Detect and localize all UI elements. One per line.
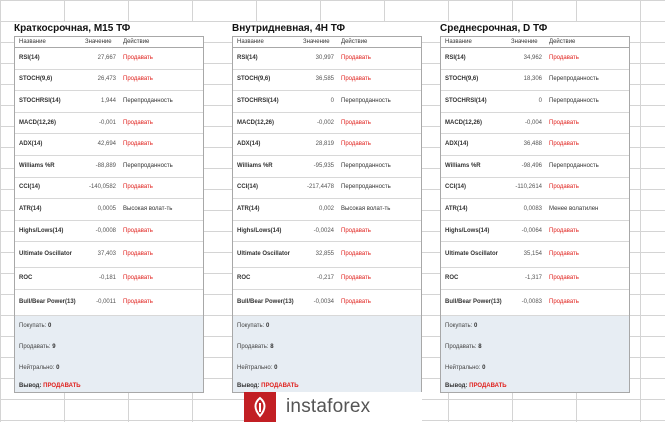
indicator-action: Перепроданность [123,162,173,169]
table-row [233,91,421,113]
header-value: Значение [511,39,538,45]
indicator-value: 0,002 [318,205,334,212]
indicator-value: -0,0024 [313,227,334,234]
indicator-value: -95,935 [313,162,334,169]
indicator-name: RSI(14) [445,54,466,61]
indicator-name: Highs/Lows(14) [445,227,490,234]
indicator-action: Продавать [123,275,153,282]
indicator-value: -0,217 [316,275,334,282]
summary-verdict [445,379,625,393]
indicator-action: Менее волатилен [549,205,599,212]
indicator-name: Bull/Bear Power(13) [237,298,294,305]
table-row [441,113,629,135]
indicator-action: Высокая волат-ть [123,205,173,212]
table-row [441,268,629,290]
header-name: Название [445,39,472,45]
indicator-value: -217,4478 [306,184,334,191]
indicator-action: Продавать [341,275,371,282]
indicator-table [440,36,630,393]
summary-sell-label: Продавать: [237,343,269,350]
summary-sell [19,337,199,358]
verdict-value: ПРОДАВАТЬ [469,382,507,389]
summary-buy [19,316,199,337]
table-row [15,156,203,178]
indicator-value: -0,0064 [521,227,542,234]
indicator-value: 42,694 [97,141,116,148]
indicator-name: STOCHRSI(14) [19,97,61,104]
indicator-action: Продавать [341,298,371,305]
indicator-name: CCI(14) [19,184,41,191]
indicator-value: -88,889 [95,162,116,169]
indicator-value: -0,181 [98,275,116,282]
indicator-name: ATR(14) [237,205,260,212]
indicator-name: STOCHRSI(14) [237,97,279,104]
summary-sell [445,337,625,358]
indicator-action: Продавать [341,119,371,126]
indicator-value: 28,819 [315,141,334,148]
indicator-value: 36,488 [523,141,542,148]
table-row [233,268,421,290]
indicator-action: Продавать [341,141,371,148]
table-row [15,221,203,243]
table-row [441,199,629,221]
indicator-name: ADX(14) [445,141,469,148]
summary-neutral-count: 0 [56,364,60,371]
indicator-action: Продавать [123,298,153,305]
panel-d [440,22,630,393]
header-value: Значение [303,39,330,45]
table-row [15,113,203,135]
indicator-value: -0,0011 [96,298,116,305]
indicator-name: Williams %R [237,162,273,169]
indicator-value: 34,962 [523,54,542,61]
table-header [15,37,203,48]
summary-sell [237,337,417,358]
logo-text: instaforex [286,396,371,417]
summary [233,316,421,392]
indicator-name: MACD(12,26) [237,119,275,126]
indicator-value: 37,403 [97,251,116,258]
indicator-value: 0,0083 [523,205,542,212]
indicator-action: Продавать [123,76,153,83]
verdict-label: Вывод: [445,382,468,389]
indicator-action: Продавать [341,227,371,234]
summary-buy-label: Покупать: [19,322,47,329]
indicator-action: Продавать [123,227,153,234]
indicator-action: Продавать [341,54,371,61]
indicator-name: ROC [445,275,459,282]
panel-title: Краткосрочная, M15 ТФ [14,22,204,36]
indicator-value: 0 [538,97,542,104]
indicator-name: Highs/Lows(14) [19,227,64,234]
table-row [233,156,421,178]
table-row [233,221,421,243]
table-row [441,290,629,316]
indicator-action: Продавать [549,251,579,258]
summary-buy-count: 0 [266,322,270,329]
indicator-value: 32,855 [315,251,334,258]
indicator-value: -110,2614 [515,184,542,191]
table-row [233,70,421,92]
header-name: Название [19,39,46,45]
indicator-name: Ultimate Oscillator [445,251,499,258]
table-row [15,91,203,113]
panel-title: Среднесрочная, D ТФ [440,22,630,36]
indicator-table [232,36,422,393]
table-row [233,48,421,70]
summary-buy-count: 0 [48,322,52,329]
summary-verdict [19,379,199,393]
table-header [441,37,629,48]
panel-m15 [14,22,204,393]
indicator-action: Продавать [549,227,579,234]
table-row [233,178,421,200]
summary-buy [237,316,417,337]
indicator-name: MACD(12,26) [19,119,57,126]
table-row [15,268,203,290]
indicator-action: Продавать [123,251,153,258]
indicator-name: Williams %R [19,162,55,169]
indicator-action: Высокая волат-ть [341,205,391,212]
table-row [441,70,629,92]
summary-neutral [445,358,625,379]
summary-sell-label: Продавать: [445,343,477,350]
summary-buy-count: 0 [474,322,478,329]
indicator-value: -1,317 [524,275,542,282]
table-row [233,242,421,268]
panel-4h [232,22,422,393]
indicator-name: Bull/Bear Power(13) [445,298,502,305]
indicator-name: STOCH(9,6) [237,76,271,83]
indicator-action: Перепроданность [341,162,391,169]
table-row [441,221,629,243]
table-row [441,91,629,113]
table-rows [15,48,203,316]
table-row [15,178,203,200]
indicator-name: ADX(14) [237,141,261,148]
indicator-value: -0,001 [98,119,116,126]
indicator-value: -0,0008 [95,227,116,234]
indicator-name: Bull/Bear Power(13) [19,298,76,305]
table-row [441,178,629,200]
table-row [233,290,421,316]
indicator-name: ADX(14) [19,141,43,148]
indicator-name: STOCHRSI(14) [445,97,487,104]
indicator-name: Williams %R [445,162,481,169]
verdict-value: ПРОДАВАТЬ [43,382,81,389]
table-row [15,48,203,70]
indicator-name: ROC [237,275,251,282]
indicator-action: Продавать [123,184,153,191]
indicator-name: ROC [19,275,33,282]
table-row [233,134,421,156]
table-row [15,290,203,316]
indicator-name: ATR(14) [445,205,468,212]
indicator-value: 0 [330,97,334,104]
table-row [441,48,629,70]
summary-neutral-count: 0 [482,364,486,371]
indicator-action: Перепроданность [549,97,599,104]
indicator-action: Продавать [549,275,579,282]
table-row [233,113,421,135]
summary-neutral-label: Нейтрально: [237,364,273,371]
panel-title: Внутридневная, 4H ТФ [232,22,422,36]
summary [441,316,629,392]
indicator-action: Перепроданность [341,184,391,191]
indicator-value: 18,306 [523,76,542,83]
indicator-name: RSI(14) [19,54,40,61]
indicator-action: Продавать [549,141,579,148]
table-row [441,156,629,178]
table-header [233,37,421,48]
indicator-action: Продавать [341,76,371,83]
indicator-table [14,36,204,393]
header-action: Действие [549,39,576,45]
indicator-value: -140,0582 [88,184,116,191]
indicator-action: Продавать [341,251,371,258]
table-row [233,199,421,221]
table-rows [441,48,629,316]
indicator-name: CCI(14) [445,184,467,191]
summary-buy-label: Покупать: [445,322,473,329]
indicator-action: Продавать [549,184,579,191]
header-action: Действие [123,39,150,45]
indicator-action: Продавать [123,141,153,148]
instaforex-logo [244,392,422,422]
indicator-value: -0,0034 [313,298,334,305]
indicator-action: Продавать [549,119,579,126]
indicator-value: 26,473 [97,76,116,83]
summary-buy [445,316,625,337]
instaforex-logo-icon [244,392,276,422]
indicator-name: Ultimate Oscillator [237,251,291,258]
summary-buy-label: Покупать: [237,322,265,329]
indicator-name: MACD(12,26) [445,119,483,126]
indicator-value: 36,585 [315,76,334,83]
summary-verdict [237,379,417,393]
table-rows [233,48,421,316]
verdict-label: Вывод: [19,382,42,389]
table-row [441,134,629,156]
indicator-value: 27,667 [97,54,116,61]
indicator-action: Перепроданность [123,97,173,104]
summary-sell-label: Продавать: [19,343,51,350]
summary-neutral-label: Нейтрально: [19,364,55,371]
indicator-action: Продавать [123,119,153,126]
indicator-value: -0,004 [524,119,542,126]
indicator-value: 0,0005 [97,205,116,212]
indicator-name: RSI(14) [237,54,258,61]
indicator-value: -0,0083 [521,298,542,305]
indicator-name: Ultimate Oscillator [19,251,73,258]
summary-sell-count: 8 [270,343,274,350]
indicator-name: CCI(14) [237,184,259,191]
indicator-action: Перепроданность [341,97,391,104]
table-row [15,70,203,92]
summary-neutral [19,358,199,379]
verdict-value: ПРОДАВАТЬ [261,382,299,389]
indicator-value: 35,154 [523,251,542,258]
table-row [15,199,203,221]
indicator-name: Highs/Lows(14) [237,227,282,234]
indicator-value: -0,002 [316,119,334,126]
indicator-action: Перепроданность [549,76,599,83]
indicator-name: ATR(14) [19,205,42,212]
indicator-value: 30,997 [315,54,334,61]
summary-neutral-label: Нейтрально: [445,364,481,371]
header-value: Значение [85,39,112,45]
indicator-name: STOCH(9,6) [445,76,479,83]
indicator-value: 1,944 [100,97,116,104]
summary-neutral [237,358,417,379]
indicator-name: STOCH(9,6) [19,76,53,83]
summary [15,316,203,392]
indicator-action: Продавать [123,54,153,61]
summary-sell-count: 9 [52,343,56,350]
table-row [15,242,203,268]
header-name: Название [237,39,264,45]
verdict-label: Вывод: [237,382,260,389]
summary-sell-count: 8 [478,343,482,350]
summary-neutral-count: 0 [274,364,278,371]
header-action: Действие [341,39,368,45]
table-row [441,242,629,268]
indicator-action: Перепроданность [549,162,599,169]
indicator-action: Продавать [549,54,579,61]
table-row [15,134,203,156]
indicator-value: -98,496 [521,162,542,169]
indicator-action: Продавать [549,298,579,305]
